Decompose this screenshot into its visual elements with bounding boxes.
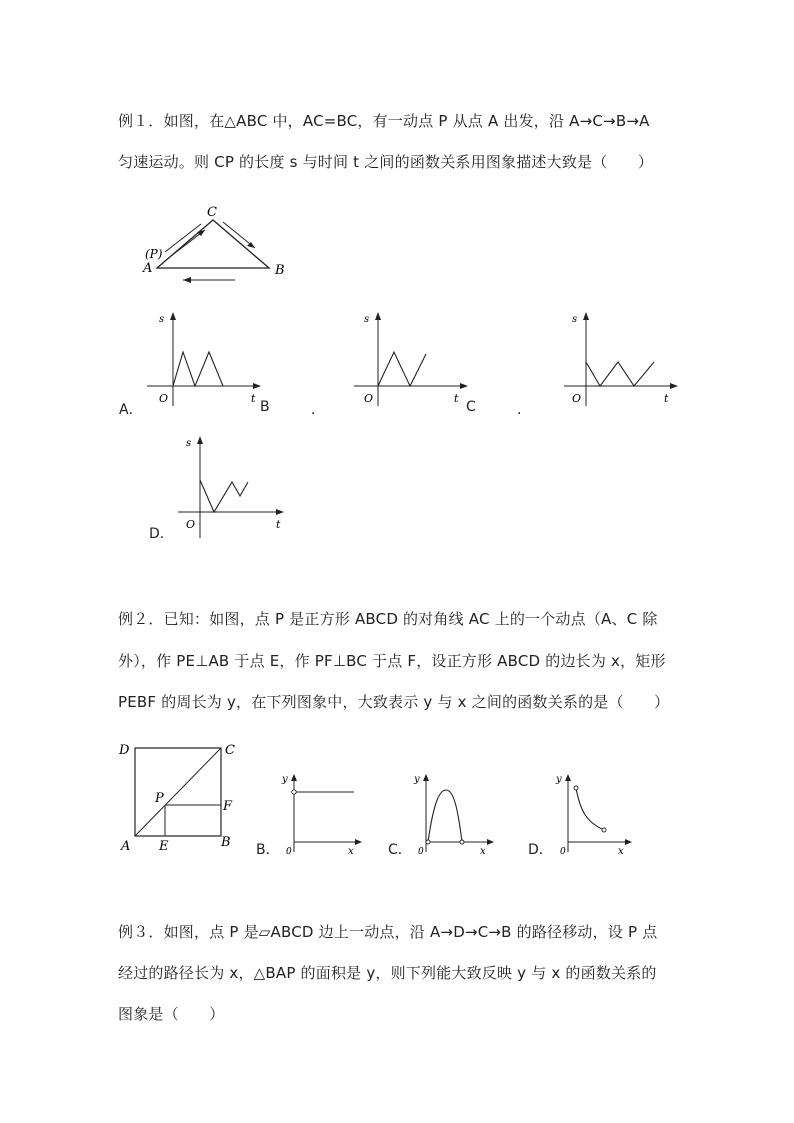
sq-label-a: A: [121, 839, 131, 854]
ex1-option-b-dot: ．: [311, 402, 325, 418]
ex1-graph-a: [143, 310, 273, 410]
graph-d-t-label: t: [276, 518, 281, 531]
ex3-line-1: 例３．如图，点 P 是▱ABCD 边上一动点，沿 A→D→C→B 的路径移动，设 P 点: [118, 923, 658, 941]
ex1-option-c-dot: ．: [517, 402, 531, 418]
ex1-option-d[interactable]: D．: [149, 526, 174, 542]
graph-c-o-label: O: [572, 392, 582, 405]
graph-b-o-label: O: [364, 392, 374, 405]
ex3-line-3: 图象是（ ）: [118, 1005, 225, 1023]
ex1-graph-c: [560, 310, 690, 410]
ex1-graph-b: [350, 310, 480, 410]
graph-d-s-label: s: [186, 438, 192, 449]
graph-2d-o-label: 0: [560, 847, 566, 857]
sq-label-d: D: [119, 743, 130, 758]
graph-d-o-label: O: [186, 518, 196, 531]
ex1-line-1: 例１．如图，在△ABC 中，AC=BC，有一动点 P 从点 A 出发，沿 A→C→B→A: [118, 112, 650, 130]
sq-label-c: C: [225, 743, 235, 758]
graph-a-t-label: t: [251, 392, 256, 405]
tri-label-a: A: [143, 261, 153, 276]
graph-b-s-label: s: [364, 314, 370, 325]
graph-2c-x-label: x: [480, 846, 486, 857]
ex1-option-a[interactable]: A．: [119, 402, 143, 418]
graph-a-s-label: s: [159, 314, 165, 325]
sq-label-p: P: [155, 791, 164, 806]
graph-c-t-label: t: [664, 392, 669, 405]
ex2-graph-b: [282, 770, 372, 860]
sq-label-f: F: [223, 799, 233, 814]
graph-2c-y-label: y: [414, 774, 420, 785]
graph-2b-y-label: y: [282, 774, 288, 785]
ex2-line-3: PEBF 的周长为 y，在下列图象中，大致表示 y 与 x 之间的函数关系的是（ ）: [118, 693, 670, 711]
ex2-option-b[interactable]: B．: [256, 842, 280, 858]
tri-label-b: B: [275, 263, 285, 278]
graph-b-t-label: t: [454, 392, 459, 405]
triangle-figure: [135, 200, 305, 290]
graph-2b-o-label: 0: [286, 847, 292, 857]
square-figure: [115, 738, 245, 858]
ex1-option-b[interactable]: B: [260, 399, 270, 415]
sq-label-b: B: [221, 835, 231, 850]
tri-label-c: C: [207, 205, 217, 220]
tri-label-p: (P): [145, 247, 163, 261]
ex1-line-2: 匀速运动。则 CP 的长度 s 与时间 t 之间的函数关系用图象描述大致是（ ）: [118, 153, 654, 171]
graph-a-o-label: O: [159, 392, 169, 405]
graph-2d-y-label: y: [556, 774, 562, 785]
ex3-line-2: 经过的路径长为 x，△BAP 的面积是 y，则下列能大致反映 y 与 x 的函数关系的: [118, 964, 657, 982]
ex2-line-2: 外），作 PE⊥AB 于点 E，作 PF⊥BC 于点 F，设正方形 ABCD 的边长为 x，矩形: [118, 652, 666, 670]
graph-2d-x-label: x: [618, 846, 624, 857]
ex2-graph-c: [414, 770, 504, 860]
ex2-option-c[interactable]: C．: [388, 842, 412, 858]
ex2-line-1: 例２．已知：如图，点 P 是正方形 ABCD 的对角线 AC 上的一个动点（A、C 除: [118, 610, 658, 628]
ex2-graph-d: [556, 770, 646, 860]
graph-2b-x-label: x: [348, 846, 354, 857]
sq-label-e: E: [159, 839, 169, 854]
ex1-graph-d: [174, 432, 304, 542]
ex1-option-c[interactable]: C: [466, 399, 476, 415]
graph-c-s-label: s: [572, 314, 578, 325]
graph-2c-o-label: 0: [418, 847, 424, 857]
ex2-option-d[interactable]: D．: [528, 842, 553, 858]
